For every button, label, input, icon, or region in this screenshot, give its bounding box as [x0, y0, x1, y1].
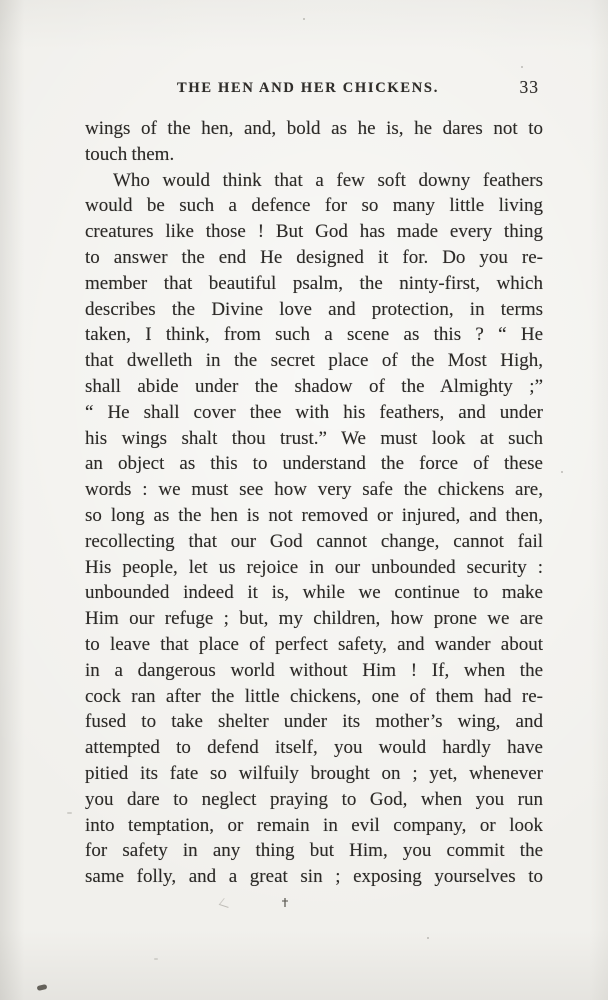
text-line: shall abide under the shadow of the Almighty ;”	[85, 375, 543, 397]
text-line: “ He shall cover thee with his feathers, and under	[85, 401, 543, 423]
text-line: fused to take shelter under its mother’s wing, and	[85, 711, 543, 733]
ink-speck	[37, 984, 48, 991]
text-line: into temptation, or remain in evil company, or look	[85, 814, 543, 836]
pencil-mark	[284, 898, 286, 907]
text-line: describes the Divine love and protection, in terms	[85, 298, 543, 320]
text-line: you dare to neglect praying to God, when you run	[85, 788, 543, 810]
text-line: cock ran after the little chickens, one of them had re-	[85, 685, 543, 707]
text-line: for safety in any thing but Him, you commit the	[85, 840, 543, 862]
text-line: wings of the hen, and, bold as he is, he dares not to	[85, 118, 543, 139]
text-line: recollecting that our God cannot change, cannot fail	[85, 530, 543, 552]
text-line: unbounded indeed it is, while we continue to make	[85, 582, 543, 604]
paper-speck	[154, 958, 158, 960]
text-line: his wings shalt thou trust.” We must look at such	[85, 427, 543, 449]
paper-speck	[303, 18, 305, 20]
text-line: member that beautiful psalm, the ninty-first, which	[85, 272, 543, 294]
paper-speck	[427, 937, 429, 939]
pencil-mark	[219, 898, 234, 908]
paper-speck	[67, 812, 72, 814]
text-line: to answer the end He designed it for. Do you re-	[85, 246, 543, 268]
paper-speck	[561, 471, 563, 473]
text-line: taken, I think, from such a scene as this ? “ He	[85, 324, 543, 346]
text-line: His people, let us rejoice in our unbounded security :	[85, 556, 543, 578]
page-number: 33	[519, 77, 539, 97]
body-text-block	[85, 116, 543, 890]
text-line: attempted to defend itself, you would hardly have	[85, 737, 543, 759]
text-line: Who would think that a few soft downy feathers	[113, 169, 543, 191]
text-line: an object as this to understand the force of these	[85, 453, 543, 475]
text-line: that dwelleth in the secret place of the Most High,	[85, 350, 543, 372]
running-header-title: THE HEN AND HER CHICKENS.	[176, 80, 440, 96]
text-line: touch them.	[85, 143, 175, 165]
running-header	[85, 77, 543, 100]
paper-speck	[521, 66, 523, 68]
text-line: would be such a defence for so many little living	[85, 195, 543, 217]
text-line: same folly, and a great sin ; exposing yourselves to	[85, 866, 543, 888]
text-line: in a dangerous world without Him ! If, when the	[85, 659, 543, 681]
text-line: so long as the hen is not removed or injured, and then,	[85, 504, 543, 526]
text-line: creatures like those ! But God has made every thing	[85, 221, 543, 243]
text-line: to leave that place of perfect safety, and wander about	[85, 633, 543, 655]
text-line: words : we must see how very safe the chickens are,	[85, 479, 543, 501]
text-line: pitied its fate so wilfuily brought on ; yet, whenever	[85, 762, 543, 784]
text-line: Him our refuge ; but, my children, how prone we are	[85, 608, 543, 630]
